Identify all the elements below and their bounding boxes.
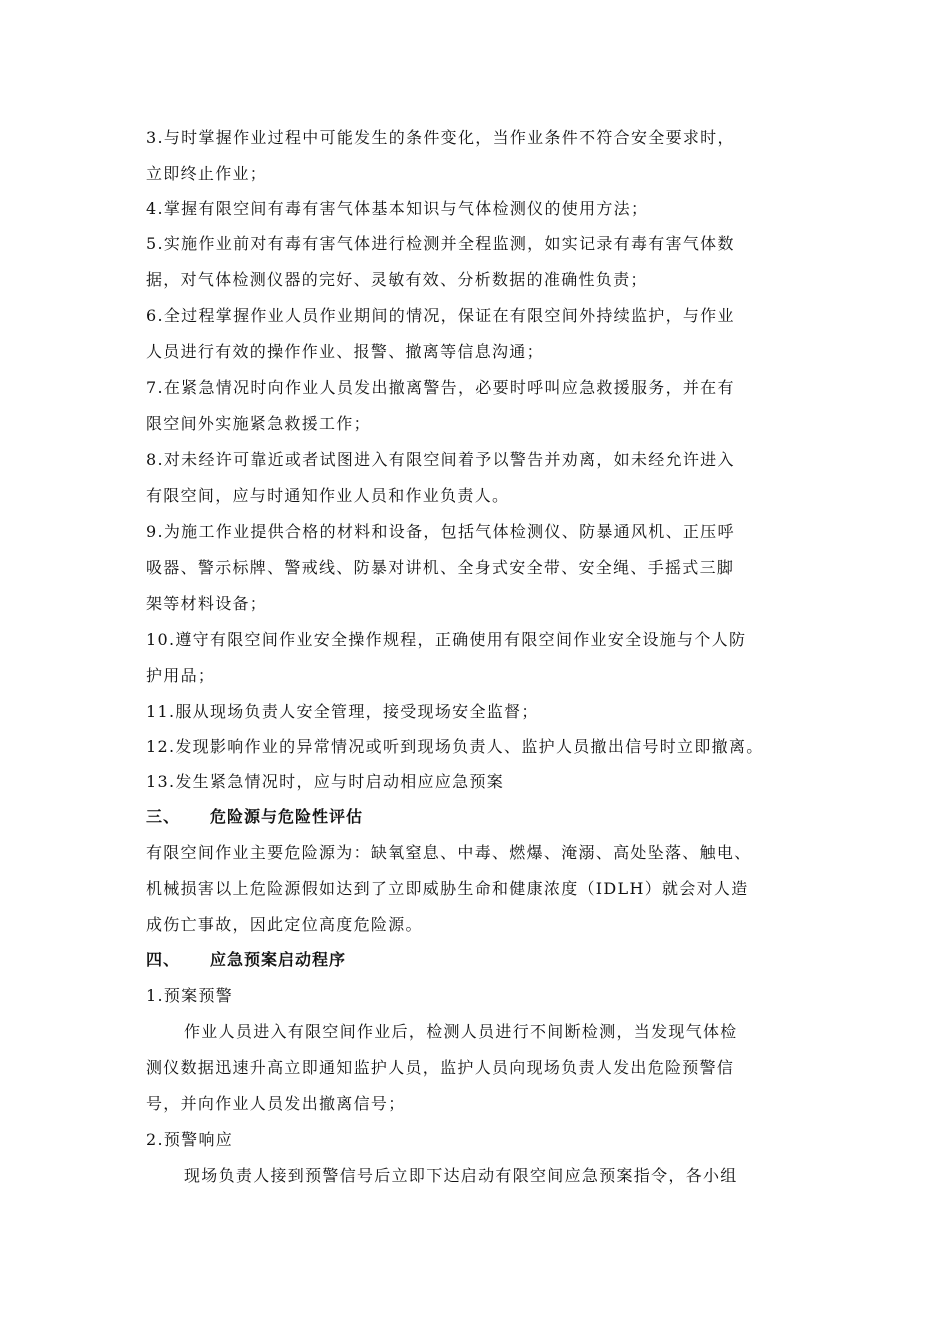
subsection-1-line-2: 测仪数据迅速升高立即通知监护人员，监护人员向现场负责人发出危险预警信 — [146, 1058, 735, 1077]
section-3-number: 三、 — [146, 807, 181, 826]
subsection-1-heading: 1.预案预警 — [146, 986, 234, 1005]
item-12: 12.发现影响作业的异常情况或听到现场负责人、监护人员撤出信号时立即撤离。 — [146, 737, 764, 756]
item-9-line-1: 9.为施工作业提供合格的材料和设备，包括气体检测仪、防暴通风机、正压呼 — [146, 522, 735, 541]
section-3-para-line-2: 机械损害以上危险源假如达到了立即威胁生命和健康浓度（IDLH）就会对人造 — [146, 879, 749, 898]
item-7-line-1: 7.在紧急情况时向作业人员发出撤离警告，必要时呼叫应急救援服务，并在有 — [146, 378, 735, 397]
subsection-2-heading: 2.预警响应 — [146, 1130, 234, 1149]
item-4: 4.掌握有限空间有毒有害气体基本知识与气体检测仪的使用方法； — [146, 199, 649, 218]
section-4-title: 应急预案启动程序 — [210, 950, 347, 969]
item-9-line-3: 架等材料设备； — [146, 594, 268, 613]
item-5-line-1: 5.实施作业前对有毒有害气体进行检测并全程监测，如实记录有毒有害气体数 — [146, 234, 735, 253]
item-10-line-1: 10.遵守有限空间作业安全操作规程，正确使用有限空间作业安全设施与个人防 — [146, 630, 747, 649]
item-8-line-2: 有限空间，应与时通知作业人员和作业负责人。 — [146, 486, 510, 505]
subsection-1-line-3: 号，并向作业人员发出撤离信号； — [146, 1094, 406, 1113]
item-11: 11.服从现场负责人安全管理，接受现场安全监督； — [146, 702, 539, 721]
subsection-2-line-1: 现场负责人接到预警信号后立即下达启动有限空间应急预案指令，各小组 — [184, 1166, 738, 1185]
item-9-line-2: 吸器、警示标牌、警戒线、防暴对讲机、全身式安全带、安全绳、手摇式三脚 — [146, 558, 735, 577]
item-13: 13.发生紧急情况时，应与时启动相应应急预案 — [146, 772, 505, 791]
section-3-para-line-1: 有限空间作业主要危险源为：缺氧窒息、中毒、燃爆、淹溺、高处坠落、触电、 — [146, 843, 752, 862]
section-3-title: 危险源与危险性评估 — [210, 807, 364, 826]
section-4-number: 四、 — [146, 950, 181, 969]
section-3-heading — [146, 807, 363, 827]
item-7-line-2: 限空间外实施紧急救援工作； — [146, 414, 371, 433]
subsection-1-line-1: 作业人员进入有限空间作业后，检测人员进行不间断检测，当发现气体检 — [184, 1022, 738, 1041]
item-10-line-2: 护用品； — [146, 666, 216, 685]
item-8-line-1: 8.对未经许可靠近或者试图进入有限空间着予以警告并劝离，如未经允许进入 — [146, 450, 735, 469]
item-5-line-2: 据，对气体检测仪器的完好、灵敏有效、分析数据的准确性负责； — [146, 270, 648, 289]
item-3-line-1: 3.与时掌握作业过程中可能发生的条件变化，当作业条件不符合安全要求时， — [146, 128, 735, 147]
section-3-para-line-3: 成伤亡事故，因此定位高度危险源。 — [146, 915, 423, 934]
item-6-line-1: 6.全过程掌握作业人员作业期间的情况，保证在有限空间外持续监护，与作业 — [146, 306, 735, 325]
item-3-line-2: 立即终止作业； — [146, 164, 268, 183]
item-6-line-2: 人员进行有效的操作作业、报警、撤离等信息沟通； — [146, 342, 544, 361]
section-4-heading — [146, 950, 346, 970]
